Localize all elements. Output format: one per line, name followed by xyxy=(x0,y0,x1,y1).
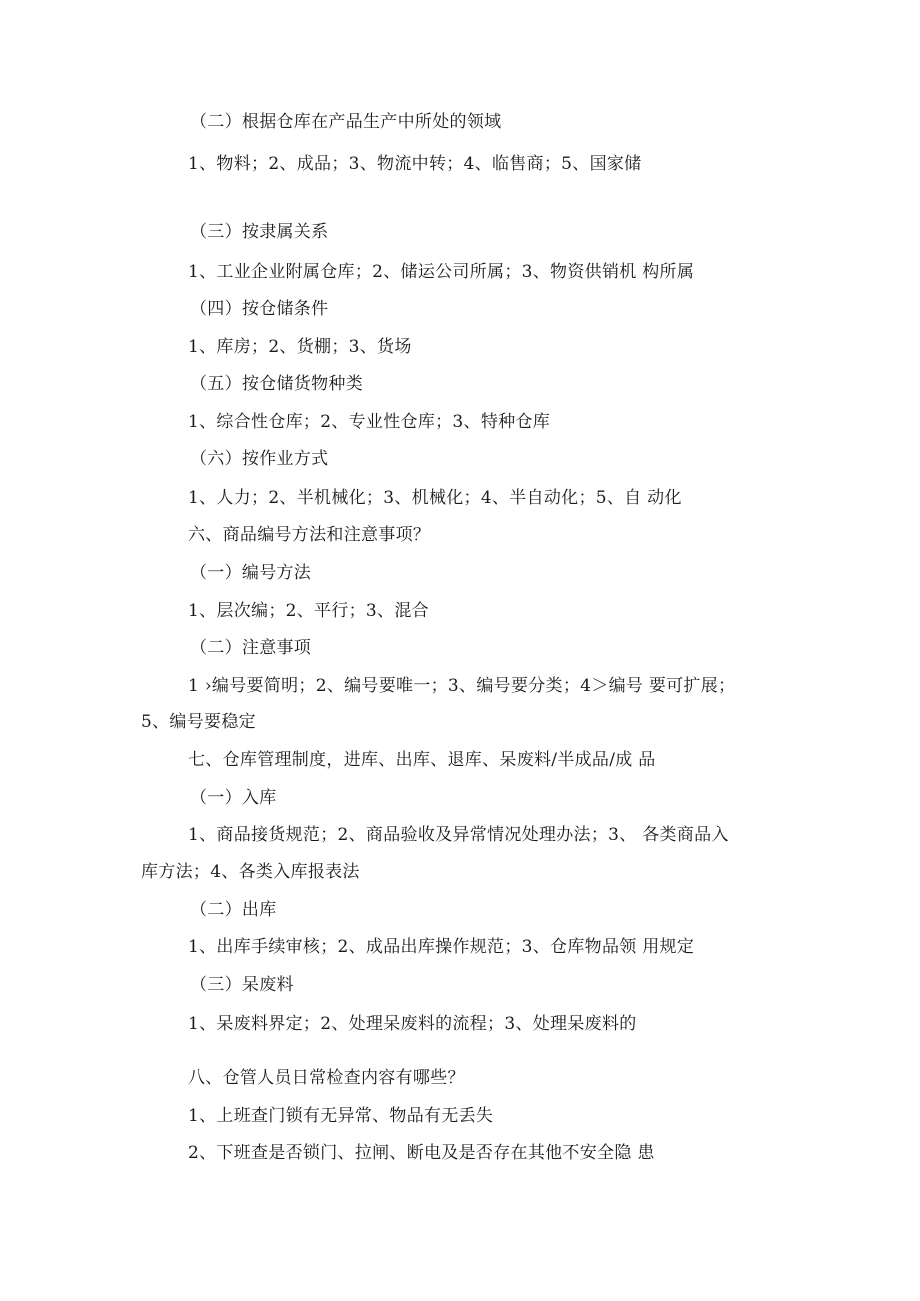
heading-warehouse-domain: （二）根据仓库在产品生产中所处的领域 xyxy=(190,112,502,132)
heading-storage-conditions: （四）按仓储条件 xyxy=(190,299,329,319)
section-eight-title: 八、仓管人员日常检查内容有哪些？ xyxy=(188,1068,465,1088)
text-numbering-notes-continued: 5、编号要稳定 xyxy=(141,712,256,732)
text-affiliation-list: 1、工业企业附属仓库；2、储运公司所属；3、物资供销机 构所属 xyxy=(188,262,695,282)
text-numbering-notes-list: 1 ›编号要简明；2、编号要唯一；3、编号要分类；4＞编号 要可扩展； xyxy=(188,676,736,696)
text-daily-check-1: 1、上班查门锁有无异常、物品有无丢失 xyxy=(188,1106,494,1126)
section-six-title: 六、商品编号方法和注意事项？ xyxy=(188,525,431,545)
heading-affiliation: （三）按隶属关系 xyxy=(190,222,329,242)
text-goods-types-list: 1、综合性仓库；2、专业性仓库；3、特种仓库 xyxy=(188,412,551,432)
text-numbering-method-list: 1、层次编；2、平行；3、混合 xyxy=(188,601,429,621)
heading-outbound: （二）出库 xyxy=(190,900,277,920)
text-domain-list: 1、物料；2、成品；3、物流中转；4、临售商；5、国家储 xyxy=(188,154,642,174)
text-storage-conditions-list: 1、库房；2、货棚；3、货场 xyxy=(188,337,412,357)
heading-obsolete-materials: （三）呆废料 xyxy=(190,975,294,995)
heading-numbering-notes: （二）注意事项 xyxy=(190,638,312,658)
text-daily-check-2: 2、下班查是否锁门、拉闸、断电及是否存在其他不安全隐 患 xyxy=(188,1143,655,1163)
heading-goods-types: （五）按仓储货物种类 xyxy=(190,374,363,394)
heading-numbering-method: （一）编号方法 xyxy=(190,563,312,583)
heading-operation-mode: （六）按作业方式 xyxy=(190,449,329,469)
text-inbound-continued: 库方法；4、各类入库报表法 xyxy=(141,862,360,882)
heading-inbound: （一）入库 xyxy=(190,788,277,808)
text-operation-mode-list: 1、人力；2、半机械化；3、机械化；4、半自动化；5、自 动化 xyxy=(188,488,682,508)
text-obsolete-materials-list: 1、呆废料界定；2、处理呆废料的流程；3、处理呆废料的 xyxy=(188,1014,637,1034)
text-inbound-list: 1、商品接货规范；2、商品验收及异常情况处理办法；3、 各类商品入 xyxy=(188,825,729,845)
text-outbound-list: 1、出库手续审核；2、成品出库操作规范；3、仓库物品领 用规定 xyxy=(188,937,695,957)
section-seven-title: 七、仓库管理制度，进库、出库、退库、呆废料/半成品/成 品 xyxy=(188,750,656,770)
